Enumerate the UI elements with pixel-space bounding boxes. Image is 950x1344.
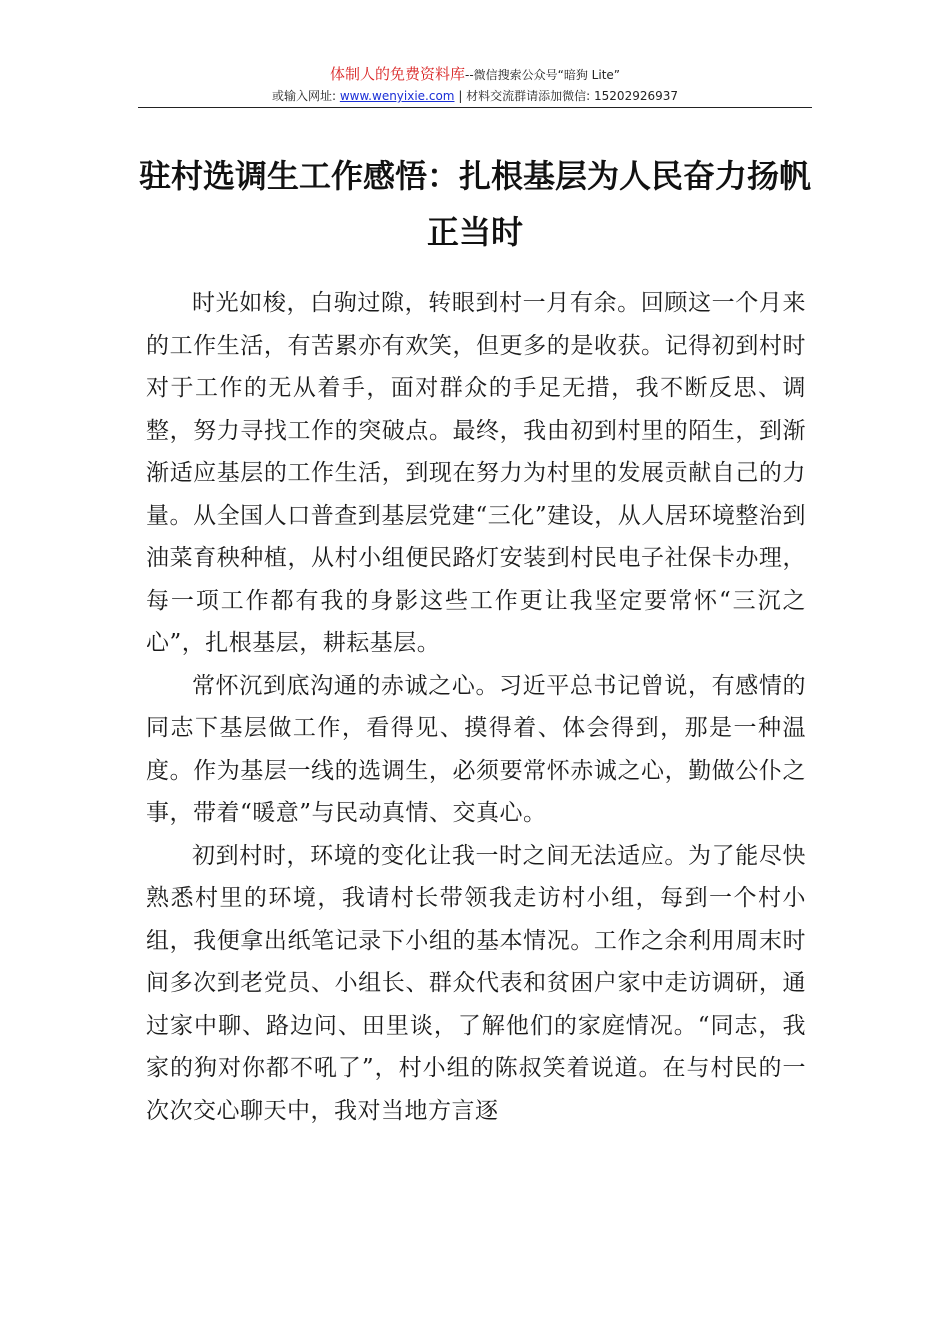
header-brand-suffix: --微信搜索公众号“暗狗 Lite” [464,68,621,82]
header-line-1 [138,64,812,85]
document-body [146,282,806,1132]
header-contact: | 材料交流群请添加微信: 15202926937 [454,89,679,103]
header-url-link[interactable]: www.wenyixie.com [339,89,455,103]
header-divider [138,107,812,108]
header-url-prefix: 或输入网址: [271,89,340,103]
body-paragraph: 常怀沉到底沟通的赤诚之心。习近平总书记曾说，有感情的同志下基层做工作，看得见、摸得着、体会得到，那是一种温度。作为基层一线的选调生，必须要常怀赤诚之心，勤做公仆之事，带着“暖意”与民动真情、交真心。 [146,672,806,826]
body-paragraph: 初到村时，环境的变化让我一时之间无法适应。为了能尽快熟悉村里的环境，我请村长带领我走访村小组，每到一个村小组，我便拿出纸笔记录下小组的基本情况。工作之余利用周末时间多次到老党员、小组长、群众代表和贫困户家中走访调研，通过家中聊、路边问、田里谈，了解他们的家庭情况。“同志，我家的狗对你都不吼了”，村小组的陈叔笑着说道。在与村民的一次次交心聊天中，我对当地方言逐 [146,842,806,1124]
header-line-2 [138,87,812,105]
body-paragraph: 时光如梭，白驹过隙，转眼到村一月有余。回顾这一个月来的工作生活，有苦累亦有欢笑，但更多的是收获。记得初到村时对于工作的无从着手，面对群众的手足无措，我不断反思、调整，努力寻找工作的突破点。最终，我由初到村里的陌生，到渐渐适应基层的工作生活，到现在努力为村里的发展贡献自己的力量。从全国人口普查到基层党建“三化”建设，从人居环境整治到油菜育秧种植，从村小组便民路灯安装到村民电子社保卡办理，每一项工作都有我的身影这些工作更让我坚定要常怀“三沉之心”，扎根基层，耕耘基层。 [146,290,806,656]
header-brand: 体制人的免费资料库 [329,65,465,83]
document-title: 驻村选调生工作感悟：扎根基层为人民奋力扬帆正当时 [138,157,811,251]
page-header [138,64,812,105]
